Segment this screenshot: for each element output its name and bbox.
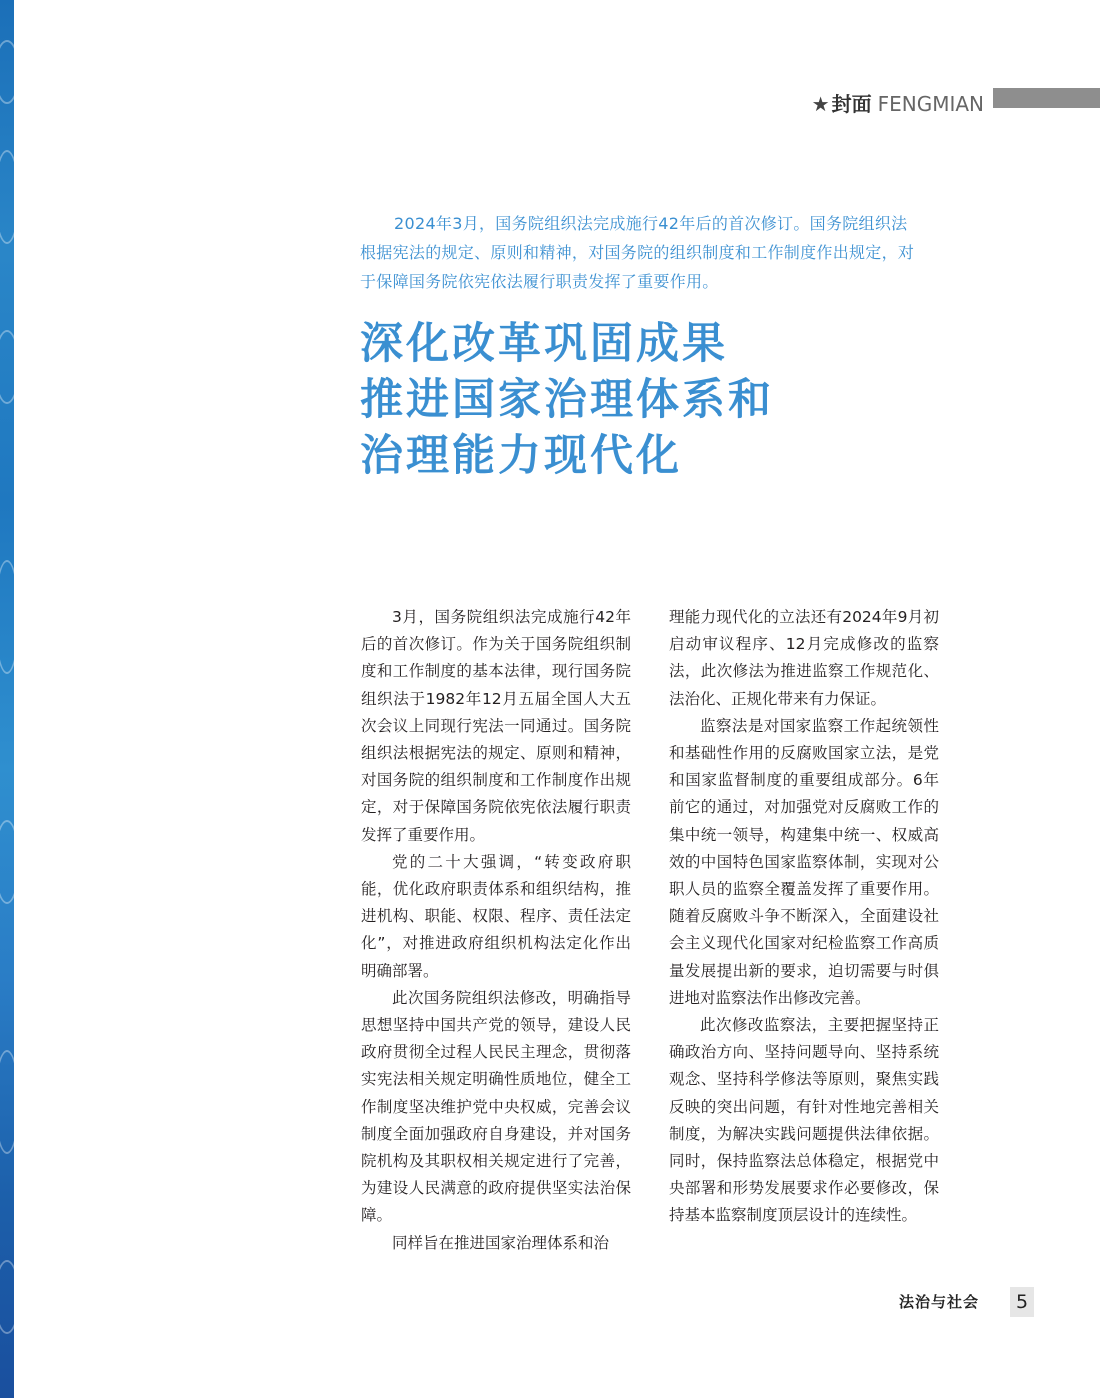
headline-line: 深化改革巩固成果 (360, 319, 728, 369)
star-icon: ★ (811, 92, 830, 116)
strip-swirl (0, 560, 20, 674)
body-paragraph: 同样旨在推进国家治理体系和治 (392, 1233, 610, 1252)
strip-swirl (0, 820, 20, 904)
left-decorative-strip (0, 0, 14, 1398)
headline-line: 推进国家治理体系和 (360, 375, 774, 425)
body-paragraph: 党的二十大强调，“转变政府职能，优化政府职责体系和组织结构，推进机构、职能、权限、程序、责任法定化”，对推进政府组织机构法定化作出明确部署。 (361, 852, 631, 980)
body-paragraph: 此次修改监察法，主要把握坚持正确政治方向、坚持问题导向、坚持系统观念、坚持科学修法等原则，聚焦实践反映的突出问题，有针对性地完善相关制度，为解决实践问题提供法律依据。同时，保持监察法总体稳定，根据党中央部署和形势发展要求作必要修改，保持基本监察制度顶层设计的连续性。 (669, 1016, 939, 1225)
section-label (812, 88, 984, 117)
body-paragraph: 3月，国务院组织法完成施行42年后的首次修订。作为关于国务院组织制度和工作制度的基本法律，现行国务院组织法于1982年12月五届全国人大五次会议上同现行宪法一同通过。国务院组织法根据宪法的规定、原则和精神，对国务院的组织制度和工作制度作出规定，对于保障国务院依宪依法履行职责发挥了重要作用。 (361, 608, 631, 844)
page-number (1010, 1287, 1034, 1317)
magazine-title: 法治与社会 (899, 1293, 980, 1311)
section-label-cn: 封面 (831, 92, 872, 116)
strip-swirl (0, 1260, 20, 1334)
lead-paragraph: 2024年3月，国务院组织法完成施行42年后的首次修订。国务院组织法根据宪法的规定、原则和精神，对国务院的组织制度和工作制度作出规定，对于保障国务院依宪依法履行职责发挥了重要作用。 (360, 214, 915, 291)
strip-swirl (0, 330, 20, 404)
strip-swirl (0, 150, 20, 244)
body-paragraph: 监察法是对国家监察工作起统领性和基础性作用的反腐败国家立法，是党和国家监督制度的重要组成部分。6年前它的通过，对加强党对反腐败工作的集中统一领导，构建集中统一、权威高效的中国特色国家监察体制，实现对公职人员的监察全覆盖发挥了重要作用。随着反腐败斗争不断深入，全面建设社会主义现代化国家对纪检监察工作高质量发展提出新的要求，迫切需要与时俱进地对监察法作出修改完善。 (669, 716, 939, 1007)
body-column-right (669, 604, 939, 1230)
headline-line: 治理能力现代化 (360, 431, 682, 481)
body-paragraph-continued: 理能力现代化的立法还有2024年9月初启动审议程序、12月完成修改的监察法，此次修法为推进监察工作规范化、法治化、正规化带来有力保证。 (669, 608, 939, 708)
body-paragraph: 此次国务院组织法修改，明确指导思想坚持中国共产党的领导，建设人民政府贯彻全过程人民民主理念，贯彻落实宪法相关规定明确性质地位，健全工作制度坚决维护党中央权威，完善会议制度全面加强政府自身建设，并对国务院机构及其职权相关规定进行了完善，为建设人民满意的政府提供坚实法治保障。 (361, 988, 631, 1225)
strip-swirl (0, 40, 20, 104)
section-bar (993, 88, 1100, 108)
strip-swirl (0, 1050, 20, 1154)
page-number-text: 5 (1015, 1291, 1029, 1313)
headline (360, 316, 920, 484)
section-label-en: FENGMIAN (877, 92, 984, 116)
body-column-left (361, 604, 631, 1257)
